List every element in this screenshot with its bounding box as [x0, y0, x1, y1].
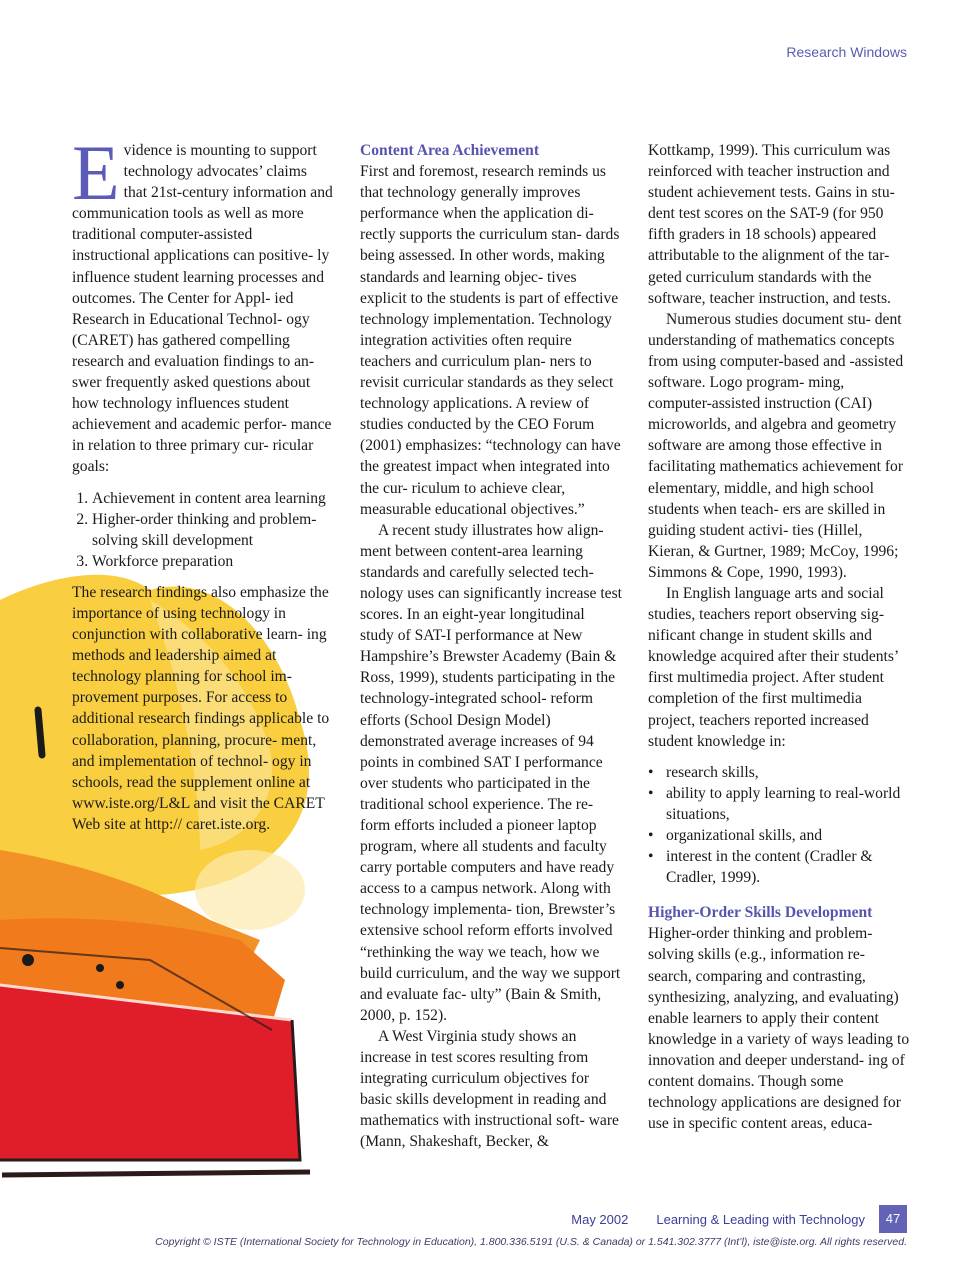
paragraph: Kottkamp, 1999). This curriculum was reinforced with teacher instruction and student achievement tests. Gains in stu- dent test scores on the SAT-9 (for 950 fifth graders in 18 schools) appeared attributable to the alignment of the tar- geted curriculum standards with the software, teacher instruction, and tests. [648, 142, 895, 307]
list-item: • ability to apply learning to real-world situations, [666, 783, 910, 825]
list-item: • research skills, [666, 762, 910, 783]
magazine-title: Learning & Leading with Technology [656, 1211, 865, 1227]
drop-cap: E [72, 129, 120, 216]
running-head: Research Windows [786, 44, 907, 60]
list-item: 3. Workforce preparation [92, 551, 334, 572]
issue-date: May 2002 [571, 1211, 629, 1227]
list-item: 2. Higher-order thinking and problem- solving skill development [92, 509, 334, 551]
paragraph: In English language arts and social studies, teachers report observing sig- nificant change in student skills and knowledge acquired after their students’ first multimedia project. After student completion of the first multimedia project, teachers reported increased student knowledge in: [648, 584, 898, 750]
section-heading: Higher-Order Skills Development [648, 904, 873, 922]
closing-paragraph: The research findings also emphasize the importance of using technology in conjunction with collaborative learn- ing methods and leadership aimed at technology planning for school im- provement purposes. For access to additional research findings applicable to collaboration, planning, procure- ment, and implementation of technol- ogy in schools, read the supplement online at www.iste.org/L&L and visit the CARET Web site at http:// caret.iste.org. [72, 583, 330, 833]
copyright-notice: Copyright © ISTE (International Society for Technology in Education), 1.800.336.5191 (U.S. & Canada) or 1.541.302.3777 (Int’l), iste@iste.org. All rights reserved. [155, 1236, 907, 1248]
paragraph: Higher-order thinking and problem- solving skills (e.g., information re- search, comparing and contrasting, synthesizing, analyzing, and evaluating) enable learners to apply their content knowledge in a variety of ways leading to innovation and deeper understand- ing of content domains. Though some technology applications are designed for use in specific content areas, educa- [648, 925, 910, 1133]
paragraph: First and foremost, research reminds us that technology generally improves performance when the application di- rectly supports the curriculum stan- dards being assessed. In other words, making standards and learning objec- tives explicit to the students is part of effective technology implementation. Technology integration activities often require teachers and curriculum plan- ners to revisit curricular standards as they select technology applications. A review of studies conducted by the CEO Forum (2001) emphasizes: “technology can have the greatest impact when integrated into the cur- riculum to achieve clear, measurable educational objectives.” [360, 163, 621, 518]
column-2 [360, 140, 622, 1153]
intro-paragraph: Evidence is mounting to support technology advocates’ claims that 21st-century information and communication tools as well as more traditional computer-assisted instructional applications can positive- ly influence student learning processes and outcomes. The Center for Appl- ied Research in Educational Technol- ogy (CARET) has gathered compelling research and evaluation findings to an- swer frequently asked questions about how technology influences student achievement and academic perfor- mance in relation to three primary cur- ricular goals: [72, 129, 333, 476]
list-item: 1. Achievement in content area learning [92, 488, 334, 509]
paragraph: A recent study illustrates how align- ment between content-area learning standards and carefully selected tech- nology uses can significantly increase test scores. In an eight-year longitudinal study of SAT-I performance at New Hampshire’s Brewster Academy (Bain & Ross, 1999), students participating in the technology-integrated school- reform efforts (School Design Model) demonstrated average increases of 94 points in combined SAT I performance over students who participated in the traditional school experience. The re- form efforts included a pioneer laptop program, where all students and faculty carry portable computers and have ready access to a campus network. Along with technology implementa- tion, Brewster’s extensive school reform efforts involved “rethinking the way we teach, how we build curriculum, and the way we support and evaluate fac- ulty” (Bain & Smith, 2000, p. 152). [360, 521, 622, 1024]
page-footer [571, 1205, 907, 1233]
section-heading: Content Area Achievement [360, 142, 540, 159]
list-item: • interest in the content (Cradler & Cradler, 1999). [666, 846, 910, 888]
column-1 [72, 129, 334, 835]
page-number: 47 [879, 1205, 907, 1233]
column-3 [648, 140, 910, 1134]
paragraph: A West Virginia study shows an increase in test scores resulting from integrating curriculum objectives for basic skills development in reading and mathematics with instructional soft- ware (Mann, Shakeshaft, Becker, & [360, 1027, 619, 1151]
paragraph: Numerous studies document stu- dent understanding of mathematics concepts from using computer-based and -assisted software. Logo program- ming, computer-assisted instruction (CAI) microworlds, and algebra and geometry software are among those effective in facilitating mathematics achievement for elementary, middle, and high school students when teach- ers are skilled in guiding student activi- ties (Hillel, Kieran, & Gurtner, 1989; McCoy, 1996; Simmons & Cope, 1990, 1993). [648, 310, 904, 581]
dot [22, 954, 34, 966]
goals-list [72, 488, 334, 572]
bullet-list [648, 762, 910, 889]
list-item: • organizational skills, and [666, 825, 910, 846]
